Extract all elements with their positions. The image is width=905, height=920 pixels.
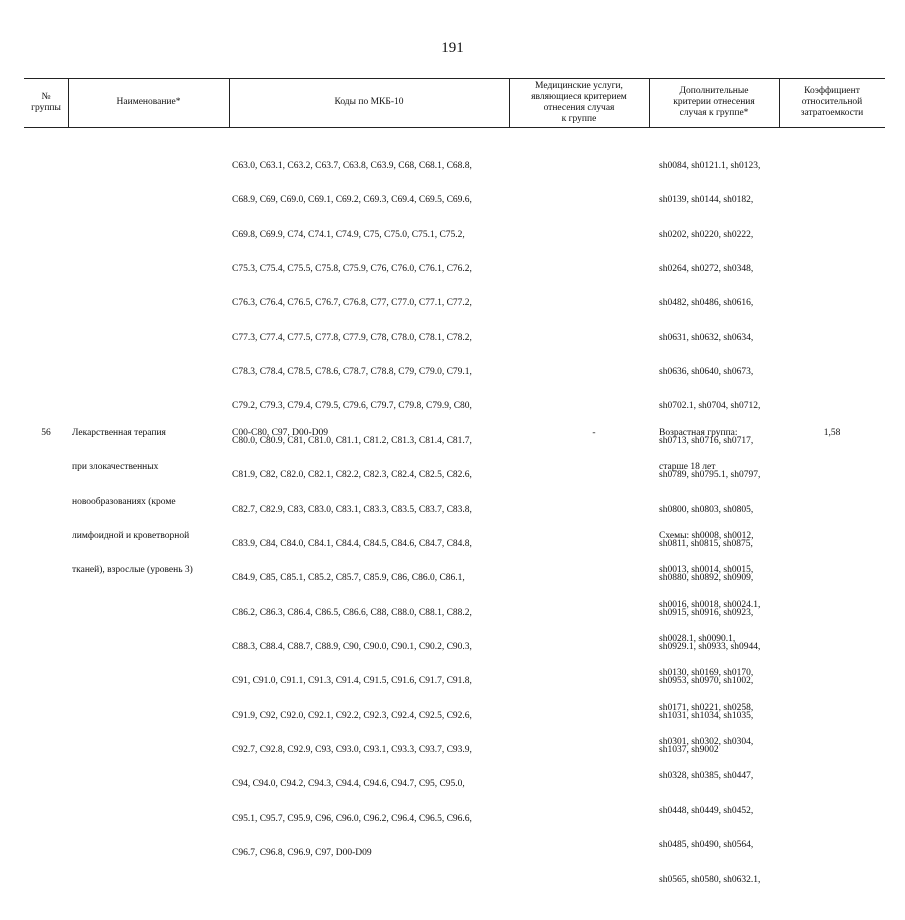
continuation-icd-codes: C63.0, C63.1, C63.2, C63.7, C63.8, C63.9, C68, C68.1, C68.8, C68.9, C69, C69.0, C69.1, C69.2, C69.3, C69.4, C69.5, C69.6, C69.8, C69.9, C74, C74.1, C74.9, C75, C75.0, C75.1, C75.2, C75.3, C75.4, C75.5, C75.8, C75.9, C76, C76.0, C76.1, C76.2, C76.3, C76.4, C76.5, C76.7, C76.8, C77, C77.0, C77.1, C77.2, C77.3, C77.4, C77.5, C77.8, C77.9, C78, C78.0, C78.1, C78.2, C78.3, C78.4, C78.5, C78.6, C78.7, C78.8, C79, C79.0, C79.1, C79.2, C79.3, C79.4, C79.5, C79.6, C79.7, C79.8, C79.9, C80, C80.0, C80.9, C81, C81.0, C81.1, C81.2, C81.3, C81.4, C81.7, C81.9, C82, C82.0, C82.1, C82.2, C82.3, C82.4, C82.5, C82.6, C82.7, C82.9, C83, C83.0, C83.1, C83.3, C83.5, C83.7, C83.8, C83.9, C84, C84.0, C84.1, C84.4, C84.5, C84.6, C84.7, C84.8, C84.9, C85, C85.1, C85.2, C85.7, C85.9, C86, C86.0, C86.1, C86.2, C86.3, C86.4, C86.5, C86.6, C88, C88.0, C88.1, C88.2, C88.3, C88.4, C88.7, C88.9, C90, C90.0, C90.1, C90.2, C90.3, C91, C91.0, C91.1, C91.3, C91.4, C91.5, C91.6, C91.7, C91.8, C91.9, C92, C92.0, C92.1, C92.2, C92.3, C92.4, C92.5, C92.6, C92.7, C92.8, C92.9, C93, C93.0, C93.1, C93.3, C93.7, C93.9, C94, C94.0, C94.2, C94.3, C94.4, C94.6, C94.7, C95, C95.0, C95.1, C95.7, C95.9, C96, C96.0, C96.2, C96.4, C96.5, C96.6, C96.7, C96.8, C96.9, C97, D00-D09 — [232, 160, 472, 859]
continuation-additional-criteria: sh0084, sh0121.1, sh0123, sh0139, sh0144, sh0182, sh0202, sh0220, sh0222, sh0264, sh0272, sh0348, sh0482, sh0486, sh0616, sh0631, sh0632, sh0634, sh0636, sh0640, sh0673, sh0702.1, sh0704, sh0712, sh0713, sh0716, sh0717, sh0789, sh0795.1, sh0797, sh0800, sh0803, sh0805, sh0811, sh0815, sh0875, sh0880, sh0892, sh0909, sh0915, sh0916, sh0923, sh0929.1, sh0933, sh0944, sh0953, sh0970, sh1002, sh1031, sh1034, sh1035, sh1037, sh9002 — [659, 160, 761, 756]
header-additional-criteria: Дополнительные критерии отнесения случая к группе* — [673, 86, 755, 118]
row-56-group-no: 56 — [41, 427, 51, 438]
header-group-no: № группы — [31, 91, 61, 113]
row-56-icd-codes: C00-C80, C97, D00-D09 — [232, 427, 329, 438]
header-cost-coefficient: Коэффициент относительной затратоемкости — [800, 86, 864, 118]
header-icd-codes: Коды по МКБ-10 — [334, 97, 404, 107]
header-medical-services: Медицинские услуги, являющиеся критерием отнесения случая к группе — [531, 80, 627, 124]
row-56-medical-services: - — [592, 427, 596, 438]
row-56-cost-coefficient: 1,58 — [823, 427, 841, 438]
row-56-additional-criteria: Возрастная группа: старше 18 лет Схемы: sh0008, sh0012, sh0013, sh0014, sh0015, sh0016, sh0018, sh0024.1, sh0028.1, sh0090.1, sh0130, sh0169, sh0170, sh0171, sh0221, sh0258, sh0301, sh0302, sh0304, sh0328, sh0385, sh0447, sh0448, sh0449, sh0452, sh0485, sh0490, sh0564, sh0565, sh0580, sh0632.1, — [659, 427, 761, 885]
header-name: Наименование* — [116, 97, 181, 107]
row-56-name: Лекарственная терапия при злокачественных новообразованиях (кроме лимфоидной и кроветворной тканей), взрослые (уровень 3) — [72, 427, 193, 576]
table-header-bottom-rule — [24, 127, 885, 128]
page-number: 191 — [441, 40, 464, 56]
